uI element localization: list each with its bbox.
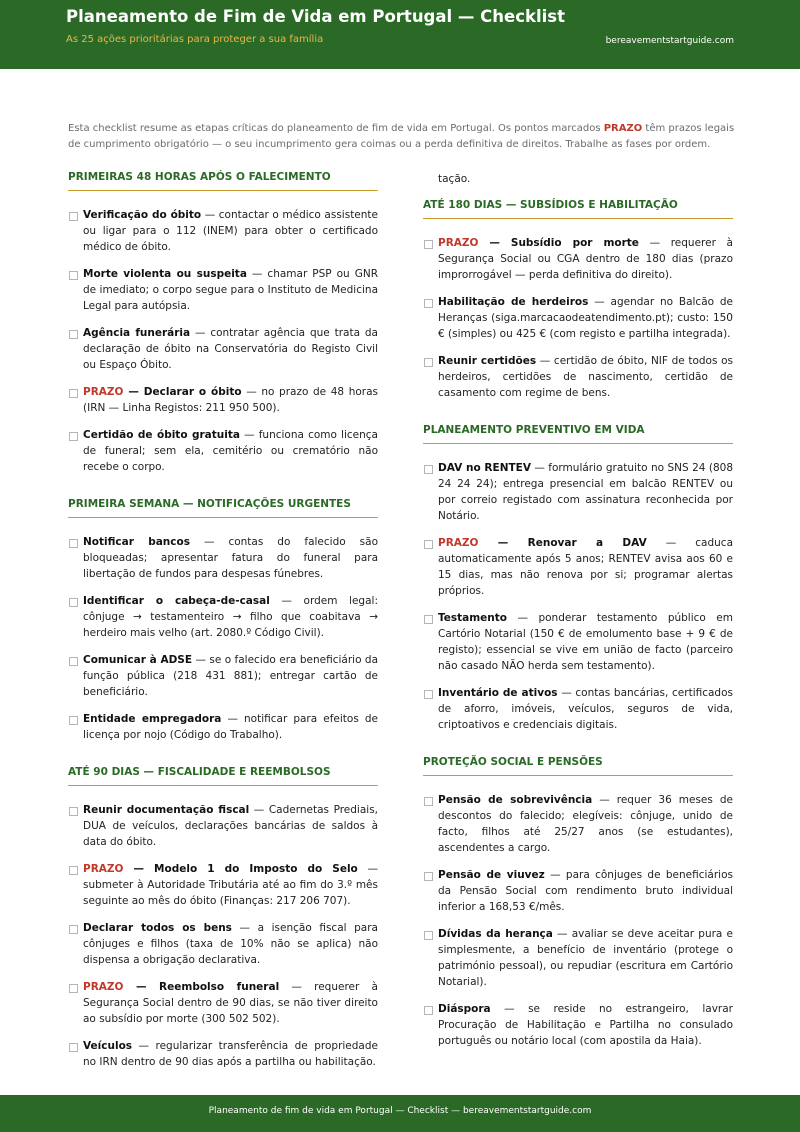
checkbox[interactable] <box>69 598 78 607</box>
item-label: Identificar o cabeça-de-casal <box>83 595 270 607</box>
section-48h <box>68 171 378 475</box>
item-text: — ordem legal: cônjuge → testamenteiro → filho que coabitava → herdeiro mais velho (art. 2080.º Código Civil). <box>83 595 378 639</box>
section-90-dias <box>68 766 378 1070</box>
checklist-item <box>68 325 378 373</box>
checklist-item <box>423 353 733 401</box>
site-url: bereavementstartguide.com <box>605 36 734 46</box>
item-label: — Renovar a DAV <box>478 537 647 549</box>
item-text: — requer 36 meses de descontos do falecido; elegíveis: cônjuge, unido de facto, filhos até 25/27 anos (se estudantes), ascendentes a cargo. <box>438 794 733 854</box>
item-label: Diáspora <box>438 1003 491 1015</box>
checklist-item <box>423 867 733 915</box>
checkbox[interactable] <box>424 872 433 881</box>
checklist-item <box>68 802 378 850</box>
item-label: Reunir certidões <box>438 355 537 367</box>
checkbox[interactable] <box>69 807 78 816</box>
intro-text-2: têm prazos legais de cumprimento obrigatório — o seu incumprimento gera coimas ou a perda definitiva de direitos. Trabalhe as fases por ordem. <box>68 123 735 150</box>
checkbox[interactable] <box>424 615 433 624</box>
item-text: — contas do falecido são bloqueadas; apresentar fatura do funeral para libertação de fundos para despesas fúnebres. <box>83 536 378 580</box>
item-text: — avaliar se deve aceitar pura e simplesmente, a benefício de inventário (protege o património pessoal), ou repudiar (escritura em Cartório Notarial). <box>438 928 733 988</box>
section-180-dias <box>423 199 733 401</box>
section-title: PRIMEIRAS 48 HORAS APÓS O FALECIMENTO <box>68 171 378 191</box>
checklist-item <box>68 593 378 641</box>
continuation-text: tação. <box>438 173 471 185</box>
item-label: Agência funerária <box>83 327 191 339</box>
item-text: — no prazo de 48 horas (IRN — Linha Registos: 211 950 500). <box>83 386 378 414</box>
checklist-item <box>68 652 378 700</box>
item-text: — formulário gratuito no SNS 24 (808 24 24 24); entrega presencial em balcão RENTEV ou por correio registado com assinatura reconhecida por Notário. <box>438 462 734 522</box>
checkbox[interactable] <box>69 212 78 221</box>
checkbox[interactable] <box>69 984 78 993</box>
checkbox[interactable] <box>69 389 78 398</box>
section-title: PROTEÇÃO SOCIAL E PENSÕES <box>423 756 733 776</box>
checklist-item <box>423 235 733 283</box>
item-text: — requerer à Segurança Social dentro de 90 dias, se não tiver direito ao subsídio por morte (300 502 502). <box>83 981 378 1025</box>
item-label: Inventário de ativos <box>438 687 558 699</box>
item-label: Morte violenta ou suspeita <box>83 268 247 280</box>
page-footer <box>0 1095 800 1132</box>
checklist-item <box>68 711 378 743</box>
item-text: — contactar o médico assistente ou ligar para o 112 (INEM) para obter o certificado médico de óbito. <box>83 209 378 253</box>
checklist-item <box>423 792 733 856</box>
checklist-item <box>423 926 733 990</box>
item-text: — a isenção fiscal para cônjuges e filhos (taxa de 10% não se aplica) não dispensa a obrigação declarativa. <box>83 922 378 966</box>
item-text: — ponderar testamento público em Cartório Notarial (150 € de emolumento base + 9 € de registo); essencial se vive em união de facto (parceiro não casado NÃO herda sem testamento). <box>438 612 733 672</box>
checklist-item <box>68 384 378 416</box>
section-primeira-semana <box>68 498 378 743</box>
item-label: DAV no RENTEV <box>438 462 531 474</box>
checklist-item <box>423 460 733 524</box>
checkbox[interactable] <box>424 240 433 249</box>
section-title: PRIMEIRA SEMANA — NOTIFICAÇÕES URGENTES <box>68 498 378 518</box>
prazo-tag: PRAZO <box>438 237 479 249</box>
checkbox[interactable] <box>424 540 433 549</box>
item-label: Testamento <box>438 612 508 624</box>
item-text: — Cadernetas Prediais, DUA de veículos, declarações bancárias de saldos à data do óbito. <box>83 804 379 848</box>
checklist-item <box>423 294 733 342</box>
page-header <box>0 0 800 69</box>
item-label: Entidade empregadora <box>83 713 222 725</box>
checkbox[interactable] <box>424 358 433 367</box>
item-text: — caduca automaticamente após 5 anos; RENTEV avisa aos 60 e 15 dias, mas não renova por si; programar alertas próprios. <box>438 537 733 597</box>
section-protecao-social <box>423 756 733 1049</box>
item-label: — Modelo 1 do Imposto do Selo <box>123 863 358 875</box>
page-title: Planeamento de Fim de Vida em Portugal — Checklist <box>66 7 565 26</box>
checkbox[interactable] <box>69 925 78 934</box>
checkbox[interactable] <box>69 271 78 280</box>
checklist-item <box>68 534 378 582</box>
intro-paragraph <box>68 121 736 153</box>
intro-prazo-tag: PRAZO <box>603 123 643 134</box>
item-label: Certidão de óbito gratuita <box>83 429 240 441</box>
checklist-item <box>423 1001 733 1049</box>
checklist-item <box>68 979 378 1027</box>
checkbox[interactable] <box>424 299 433 308</box>
checkbox[interactable] <box>424 797 433 806</box>
checklist-item <box>423 685 733 733</box>
section-title: ATÉ 90 DIAS — FISCALIDADE E REEMBOLSOS <box>68 766 378 786</box>
left-column <box>68 171 378 1081</box>
item-text: — se reside no estrangeiro, lavrar Procuração de Habilitação e Partilha no consulado português ou notário local (com apostila da Haia). <box>438 1003 733 1047</box>
item-label: Pensão de viuvez <box>438 869 545 881</box>
item-text: — se o falecido era beneficiário da função pública (218 431 881); entregar cartão de beneficiário. <box>83 654 379 698</box>
prazo-tag: PRAZO <box>83 386 124 398</box>
item-text: — notificar para efeitos de licença por nojo (Código do Trabalho). <box>83 713 378 741</box>
prazo-tag: PRAZO <box>83 863 124 875</box>
item-label: — Subsídio por morte <box>478 237 639 249</box>
checkbox[interactable] <box>69 330 78 339</box>
item-label: — Reembolso funeral <box>123 981 280 993</box>
checklist-item <box>68 1038 378 1070</box>
checklist-item <box>68 861 378 909</box>
checkbox[interactable] <box>424 690 433 699</box>
intro-text-1: Esta checklist resume as etapas críticas do planeamento de fim de vida em Portugal. Os pontos marcados <box>68 123 604 134</box>
item-label: Habilitação de herdeiros <box>438 296 589 308</box>
item-text: — contratar agência que trata da declaração de óbito na Conservatória do Registo Civil ou Espaço Óbito. <box>83 327 378 371</box>
section-title: ATÉ 180 DIAS — SUBSÍDIOS E HABILITAÇÃO <box>423 199 733 219</box>
item-text: — chamar PSP ou GNR de imediato; o corpo segue para o Instituto de Medicina Legal para autópsia. <box>83 268 378 312</box>
item-text: — submeter à Autoridade Tributária até ao fim do 3.º mês seguinte ao mês do óbito (Finanças: 217 206 707). <box>83 863 378 907</box>
item-text: — regularizar transferência de propriedade no IRN dentro de 90 dias após a partilha ou habilitação. <box>83 1040 378 1068</box>
section-planeamento-preventivo <box>423 424 733 733</box>
checklist-item <box>68 920 378 968</box>
item-label: Dívidas da herança <box>438 928 553 940</box>
item-text: — requerer à Segurança Social ou CGA dentro de 180 dias (prazo improrrogável — perda definitiva do direito). <box>438 237 733 281</box>
item-text: — agendar no Balcão de Heranças (siga.marcacaodeatendimento.pt); custo: 150 € (simples) ou 425 € (com registo e partilha integrada). <box>438 296 733 340</box>
checkbox[interactable] <box>69 432 78 441</box>
right-column <box>423 171 733 1060</box>
checklist-item <box>68 266 378 314</box>
checkbox[interactable] <box>424 465 433 474</box>
checkbox[interactable] <box>69 866 78 875</box>
item-text: — para cônjuges de beneficiários da Pensão Social com rendimento bruto individual inferior a 168,53 €/mês. <box>438 869 733 913</box>
item-text: — certidão de óbito, NIF de todos os herdeiros, certidões de nascimento, certidão de casamento com regime de bens. <box>438 355 733 399</box>
item-label: Pensão de sobrevivência <box>438 794 593 806</box>
page-subtitle: As 25 ações prioritárias para proteger a sua família <box>66 34 324 45</box>
item-label: — Declarar o óbito <box>123 386 242 398</box>
checkbox[interactable] <box>69 539 78 548</box>
section-title: PLANEAMENTO PREVENTIVO EM VIDA <box>423 424 733 444</box>
item-label: Verificação do óbito <box>83 209 202 221</box>
footer-text: Planeamento de fim de vida em Portugal — Checklist — bereavementstartguide.com <box>208 1106 592 1116</box>
checkbox[interactable] <box>424 1006 433 1015</box>
item-label: Notificar bancos <box>83 536 190 548</box>
checklist-item <box>68 207 378 255</box>
checkbox[interactable] <box>69 1043 78 1052</box>
item-text: — funciona como licença de funeral; sem ela, cemitério ou crematório não recebe o corpo. <box>83 429 378 473</box>
checkbox[interactable] <box>69 657 78 666</box>
checklist-item <box>423 535 733 599</box>
checkbox[interactable] <box>69 716 78 725</box>
checklist-item <box>423 610 733 674</box>
item-label: Declarar todos os bens <box>83 922 232 934</box>
item-label: Reunir documentação fiscal <box>83 804 250 816</box>
prazo-tag: PRAZO <box>438 537 479 549</box>
item-label: Comunicar à ADSE <box>83 654 193 666</box>
item-label: Veículos <box>83 1040 133 1052</box>
checklist-item <box>68 427 378 475</box>
prazo-tag: PRAZO <box>83 981 124 993</box>
item-text: — contas bancárias, certificados de aforro, imóveis, veículos, seguros de vida, criptoativos e credenciais digitais. <box>438 687 733 731</box>
checkbox[interactable] <box>424 931 433 940</box>
